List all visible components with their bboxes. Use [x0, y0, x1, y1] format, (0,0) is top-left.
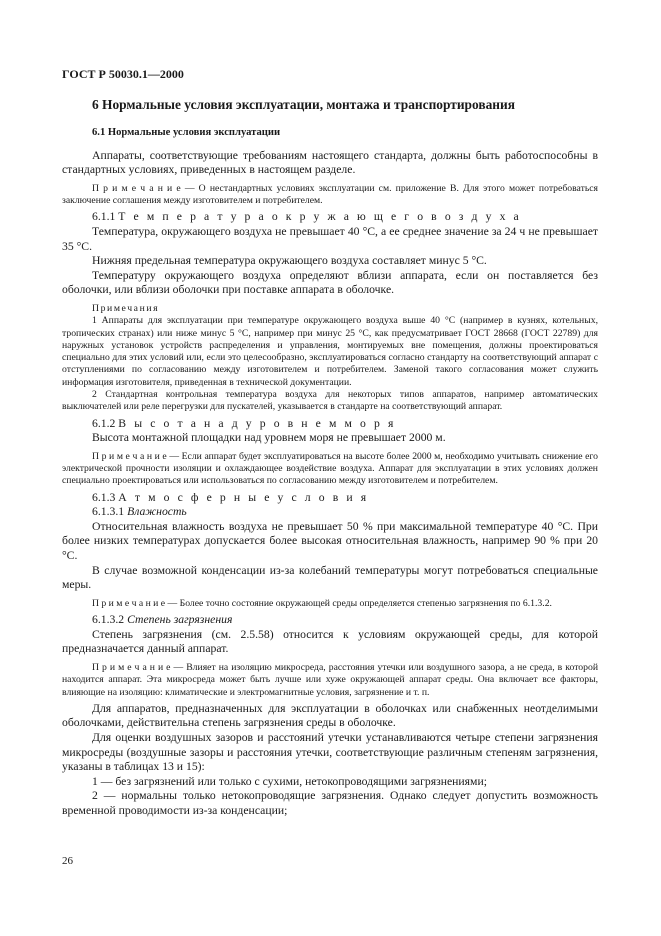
section-6-heading: 6 Нормальные условия эксплуатации, монтажа и транспортирования [92, 97, 515, 112]
clause-number: 6.1.3 [92, 490, 116, 504]
paragraph: Относительная влажность воздуха не превышает 50 % при максимальной температуре 40 °С. При более низких температурах допускается более высокая относительная влажность, например 90 % при 20 °С. [62, 519, 598, 563]
page-number: 26 [62, 855, 73, 867]
list-item: 1 — без загрязнений или только с сухими, нетокопроводящими загрязнениями; [92, 774, 487, 788]
clause-title: Влажность [127, 505, 187, 519]
paragraph: Температура, окружающего воздуха не превышает 40 °С, а ее среднее значение за 24 ч не превышает 35 °С. [62, 224, 598, 253]
clause-title: В ы с о т а н а д у р о в н е м м о р я [118, 416, 396, 430]
clause-title: Т е м п е р а т у р а о к р у ж а ю щ е г о в о з д у х а [118, 210, 522, 224]
note [62, 183, 598, 208]
paragraph: Температуру окружающего воздуха определяют вблизи аппарата, если он поставляется без оболочки, или вблизи оболочки при поставке аппарата в оболочке. [62, 268, 598, 297]
clause-title: А т м о с ф е р н ы е у с л о в и я [118, 490, 369, 504]
note-item: 2 Стандартная контрольная температура воздуха для некоторых типов аппаратов, например автоматических выключателей или реле перегрузки для пускателей, указывается в стандарте на соответствующий аппарат. [62, 389, 598, 413]
note-text: — Более точно состояние окружающей среды определяется степенью загрязнения по 6.1.3.2. [165, 597, 552, 609]
note [62, 662, 598, 699]
list-item: 2 — нормальны только нетокопроводящие загрязнения. Однако следует допустить возможность временной проводимости из-за конденсации; [62, 789, 598, 817]
clause-6-1-1-heading [62, 210, 598, 225]
clause-title: Степень загрязнения [127, 613, 233, 627]
paragraph: В случае возможной конденсации из-за колебаний температуры могут потребоваться специальные меры. [62, 563, 598, 592]
note-text: — Влияет на изоляцию микросреда, расстояния утечки или воздушного зазора, а не среда, в которой находится аппарат. Эта микросреда может быть лучше или хуже окружающей аппарат среды. Она включает все факторы, влияющие на изоляцию: климатические и электромагнитные условия, загрязнение и т. п. [62, 661, 599, 698]
note-item: 1 Аппараты для эксплуатации при температуре окружающего воздуха выше 40 °С (например в кузнях, котельных, тропических странах) или ниже минус 5 °С, например при минус 25 °С, как предусматривает ГОСТ 28668 (ГОСТ 22789) для наружных установок устройств распределения и управления, монтируемых вне помещения, должны проектироваться специально для этих условий или, если это целесообразно, эксплуатироваться согласно стандарту на соответствующий аппарат с отступлениями по согласованию между изготовителем и потребителем. Заменой такого согласования может служить информация изготовителя, приведенная в технической документации. [62, 315, 598, 388]
paragraph: Нижняя предельная температура окружающего воздуха составляет минус 5 °С. [92, 254, 487, 268]
clause-number: 6.1.1 [92, 210, 116, 224]
paragraph: Для аппаратов, предназначенных для эксплуатации в оболочках или снабженных неотделимыми оболочками, действительна степень загрязнения среды в оболочке. [62, 701, 598, 730]
clause-number: 6.1.3.2 [92, 613, 125, 627]
paragraph: Высота монтажной площадки над уровнем моря не превышает 2000 м. [92, 431, 446, 445]
clause-6-1-3-1-heading [62, 505, 598, 520]
note-text: — О нестандартных условиях эксплуатации см. приложение В. Для этого может потребоваться заключение соглашения между изготовителем и потребителем. [62, 182, 598, 207]
note-label: П р и м е ч а н и е [92, 450, 167, 462]
clause-6-1-2-heading [62, 417, 598, 432]
note [62, 451, 598, 488]
section-6-1-heading: 6.1 Нормальные условия эксплуатации [92, 127, 281, 138]
note-text: — Если аппарат будет эксплуатироваться на высоте более 2000 м, необходимо учитывать снижение его электрической прочности изоляции и охлаждающее воздействие воздуха. Аппарат для эксплуатации в этих условиях должен специально проектироваться или использоваться по согласованию между изготовителем и потребителем. [62, 450, 599, 487]
paragraph: Для оценки воздушных зазоров и расстояний утечки устанавливаются четыре степени загрязнения микросреды (воздушные зазоры и расстояния утечки, соответствующие различным степеням загрязнения, указаны в таблицах 13 и 15): [62, 731, 598, 774]
paragraph: Аппараты, соответствующие требованиям настоящего стандарта, должны быть работоспособны в стандартных условиях, приведенных в настоящем разделе. [62, 148, 598, 177]
note-label: П р и м е ч а н и е [92, 597, 166, 609]
document-code-header: ГОСТ Р 50030.1—2000 [62, 67, 184, 81]
clause-number: 6.1.2 [92, 416, 116, 430]
note-label: П р и м е ч а н и е [92, 182, 181, 194]
note [62, 598, 598, 610]
clause-number: 6.1.3.1 [92, 505, 125, 519]
page-content [62, 97, 598, 819]
note-label: П р и м е ч а н и е [92, 661, 171, 673]
clause-6-1-3-2-heading [62, 613, 598, 628]
notes-heading: Примечания [92, 302, 160, 314]
clause-6-1-3-heading [62, 491, 598, 506]
paragraph: Степень загрязнения (см. 2.5.58) относится к условиям окружающей среды, для которой предназначается данный аппарат. [62, 627, 598, 656]
